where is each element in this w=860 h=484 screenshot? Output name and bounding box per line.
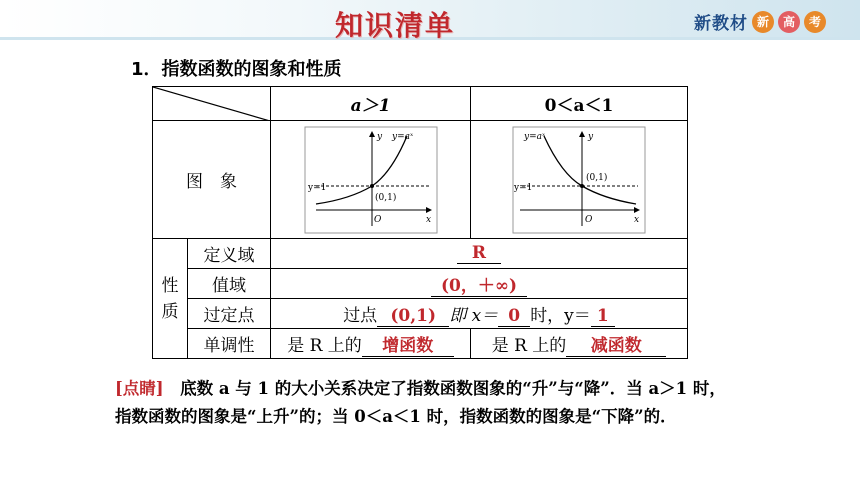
range-answer: (0，＋∞) [431, 271, 527, 297]
decreasing-graph [512, 126, 646, 234]
property-table [152, 86, 688, 359]
page-title: 知识清单 [335, 9, 456, 42]
row-label-monotonicity: 单调性 [188, 329, 271, 359]
header-a-gt-1: a＞1 [271, 87, 471, 121]
row-label-domain: 定义域 [188, 239, 271, 269]
brand-badge-new: 新 [752, 11, 774, 33]
property-group-text: 性质 [161, 275, 179, 322]
fixed-point-prefix: 过点 [343, 305, 378, 326]
origin-label: O [373, 214, 381, 225]
increasing-graph [304, 126, 438, 234]
brand-logo [694, 9, 826, 34]
graph-cell-decreasing [471, 121, 688, 239]
monotonic-left-answer: 增函数 [362, 331, 454, 357]
domain-answer: R [457, 243, 501, 264]
brand-badge-high: 高 [778, 11, 800, 33]
monotonic-decreasing-cell [471, 329, 688, 359]
origin-label: O [585, 214, 593, 225]
brand-text: 新教材 [694, 14, 748, 34]
point-label: (0,1) [586, 172, 608, 183]
row-label-fixed-point: 过定点 [188, 299, 271, 329]
key-point-note [115, 375, 735, 431]
graph-cell-increasing [271, 121, 471, 239]
graph-row-label: 图 象 [153, 121, 271, 239]
point-label: (0,1) [374, 192, 396, 203]
monotonic-right-prefix: 是 R 上的 [491, 335, 567, 356]
monotonic-right-answer: 减函数 [566, 331, 666, 357]
fixed-point-mid2: 时，y＝ [530, 305, 591, 326]
y-axis-label: y [376, 131, 382, 142]
curve-label: y=aˣ [524, 131, 546, 142]
note-tag: [点睛] [115, 379, 164, 398]
monotonic-left-prefix: 是 R 上的 [287, 335, 362, 356]
header-a-lt-1: 0＜a＜1 [471, 87, 688, 121]
line-label: y=1 [307, 182, 326, 193]
range-cell [271, 269, 688, 299]
line-label: y=1 [514, 182, 533, 193]
curve-label: y=aˣ [391, 131, 413, 142]
fixed-point-x-answer: 0 [498, 306, 530, 327]
x-axis-label: x [634, 214, 640, 225]
property-group-label [153, 239, 188, 359]
corner-cell [153, 87, 271, 121]
section-heading: 1．指数函数的图象和性质 [131, 59, 342, 80]
note-text: 底数 a 与 1 的大小关系决定了指数函数图象的“升”与“降”．当 a＞1 时，指数函数的图象是“上升”的；当 0＜a＜1 时，指数函数的图象是“下降”的． [115, 379, 726, 426]
x-axis-label: x [425, 214, 431, 225]
row-label-range: 值域 [188, 269, 271, 299]
diagonal-line [153, 87, 270, 121]
fixed-point-answer: (0,1) [377, 306, 449, 327]
y-axis-label: y [588, 131, 594, 142]
brand-badge-exam: 考 [804, 11, 826, 33]
domain-cell [271, 239, 688, 269]
fixed-point-cell [271, 299, 688, 329]
fixed-point-y-answer: 1 [591, 306, 615, 327]
monotonic-increasing-cell [271, 329, 471, 359]
fixed-point-mid1: 即 x＝ [449, 305, 499, 326]
